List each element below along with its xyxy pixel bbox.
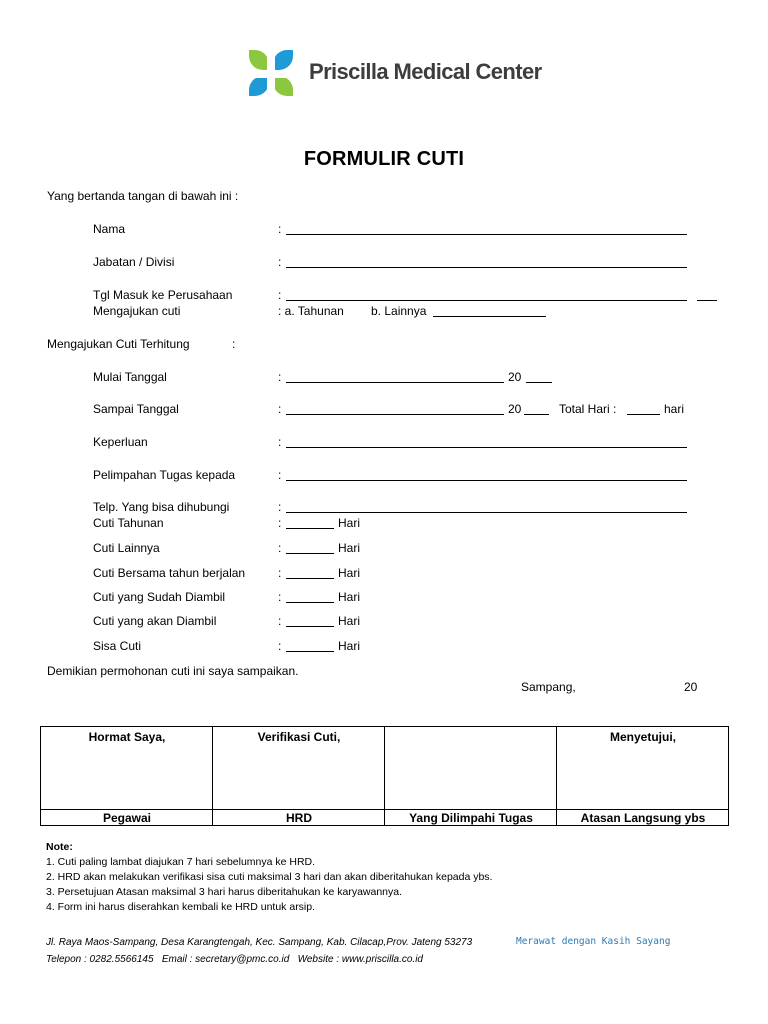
intro-text: Yang bertanda tangan di bawah ini : <box>47 189 239 203</box>
notes-heading: Note: <box>46 841 73 853</box>
balance-cuti-bersama-label: Cuti Bersama tahun berjalan <box>93 566 246 580</box>
colon: : <box>278 468 282 482</box>
total-hari-field[interactable] <box>627 414 660 415</box>
option-lainnya[interactable]: b. Lainnya <box>371 304 427 318</box>
footer-tagline: Merawat dengan Kasih Sayang <box>516 936 671 947</box>
nama-label: Nama <box>93 222 126 236</box>
balance-unit: Hari <box>338 614 361 628</box>
balance-unit: Hari <box>338 639 361 653</box>
pelimpahan-field[interactable] <box>286 480 687 481</box>
lainnya-field[interactable] <box>433 316 546 317</box>
year-prefix: 20 <box>508 402 522 416</box>
balance-unit: Hari <box>338 590 361 604</box>
mengajukan-label: Mengajukan cuti <box>93 304 181 318</box>
balance-sudah-diambil-field[interactable] <box>286 602 334 603</box>
colon: : <box>278 614 282 628</box>
total-hari-label: Total Hari : <box>559 402 617 416</box>
colon: : <box>232 337 236 351</box>
mulai-year-field[interactable] <box>526 382 552 383</box>
pelimpahan-label: Pelimpahan Tugas kepada <box>93 468 236 482</box>
balance-unit: Hari <box>338 516 361 530</box>
balance-sisa-cuti-label: Sisa Cuti <box>93 639 142 653</box>
place-label: Sampang, <box>521 680 576 694</box>
signature-role-dilimpahi: Yang Dilimpahi Tugas <box>409 811 533 825</box>
keperluan-label: Keperluan <box>93 435 148 449</box>
tgl-masuk-extra-field[interactable] <box>697 300 717 301</box>
year-prefix: 20 <box>508 370 522 384</box>
signature-role-hrd: HRD <box>286 811 312 825</box>
nama-field[interactable] <box>286 234 687 235</box>
colon: : <box>278 590 282 604</box>
balance-akan-diambil-field[interactable] <box>286 626 334 627</box>
mulai-date-field[interactable] <box>286 382 504 383</box>
colon: : <box>278 541 282 555</box>
mulai-label: Mulai Tanggal <box>93 370 167 384</box>
colon: : <box>278 370 282 384</box>
balance-cuti-lainnya-field[interactable] <box>286 553 334 554</box>
signature-role-pegawai: Pegawai <box>102 811 152 825</box>
colon: : <box>278 402 282 416</box>
note-item: 2. HRD akan melakukan verifikasi sisa cuti maksimal 3 hari dan akan diberitahukan kepada ybs. <box>46 871 493 883</box>
balance-cuti-tahunan-field[interactable] <box>286 528 334 529</box>
colon: : <box>278 566 282 580</box>
balance-cuti-tahunan-label: Cuti Tahunan <box>93 516 164 530</box>
sampai-year-field[interactable] <box>524 414 549 415</box>
balance-unit: Hari <box>338 541 361 555</box>
footer-contact: Telepon : 0282.5566145 Email : secretary@pmc.co.id Website : www.priscilla.co.id <box>46 954 423 965</box>
balance-sisa-cuti-field[interactable] <box>286 651 334 652</box>
colon: : <box>278 639 282 653</box>
colon: : <box>278 288 282 302</box>
sampai-date-field[interactable] <box>286 414 504 415</box>
colon: : <box>278 222 282 236</box>
keperluan-field[interactable] <box>286 447 687 448</box>
place-year: 20 <box>684 680 698 694</box>
tgl-masuk-label: Tgl Masuk ke Perusahaan <box>93 288 233 302</box>
sampai-label: Sampai Tanggal <box>93 402 179 416</box>
note-item: 1. Cuti paling lambat diajukan 7 hari sebelumnya ke HRD. <box>46 856 316 868</box>
signature-role-atasan: Atasan Langsung ybs <box>580 811 706 825</box>
balance-sudah-diambil-label: Cuti yang Sudah Diambil <box>93 590 226 604</box>
colon: : <box>278 435 282 449</box>
colon: : <box>278 255 282 269</box>
note-item: 4. Form ini harus diserahkan kembali ke HRD untuk arsip. <box>46 901 316 913</box>
jabatan-label: Jabatan / Divisi <box>93 255 175 269</box>
signature-table <box>40 726 729 826</box>
section-terhitung: Mengajukan Cuti Terhitung <box>47 337 190 351</box>
colon: : <box>278 500 282 514</box>
balance-cuti-lainnya-label: Cuti Lainnya <box>93 541 160 555</box>
tgl-masuk-field[interactable] <box>286 300 687 301</box>
logo <box>245 46 542 102</box>
logo-name: Priscilla Medical Center <box>309 59 542 84</box>
closing-text: Demikian permohonan cuti ini saya sampaikan. <box>47 664 299 678</box>
balance-unit: Hari <box>338 566 361 580</box>
telp-label: Telp. Yang bisa dihubungi <box>93 500 230 514</box>
balance-cuti-bersama-field[interactable] <box>286 578 334 579</box>
signature-header-hormat: Hormat Saya, <box>88 730 166 744</box>
signature-header-verifikasi: Verifikasi Cuti, <box>257 730 341 744</box>
telp-field[interactable] <box>286 512 687 513</box>
signature-header-menyetujui: Menyetujui, <box>609 730 676 744</box>
colon: : <box>278 516 282 530</box>
form-title: FORMULIR CUTI <box>303 148 465 170</box>
footer-address: Jl. Raya Maos-Sampang, Desa Karangtengah, Kec. Sampang, Kab. Cilacap,Prov. Jateng 53273 <box>46 937 473 948</box>
jabatan-field[interactable] <box>286 267 687 268</box>
note-item: 3. Persetujuan Atasan maksimal 3 hari harus diberitahukan ke karyawannya. <box>46 886 403 898</box>
hari-unit: hari <box>664 402 685 416</box>
balance-akan-diambil-label: Cuti yang akan Diambil <box>93 614 217 628</box>
option-tahunan[interactable]: : a. Tahunan <box>278 304 344 318</box>
